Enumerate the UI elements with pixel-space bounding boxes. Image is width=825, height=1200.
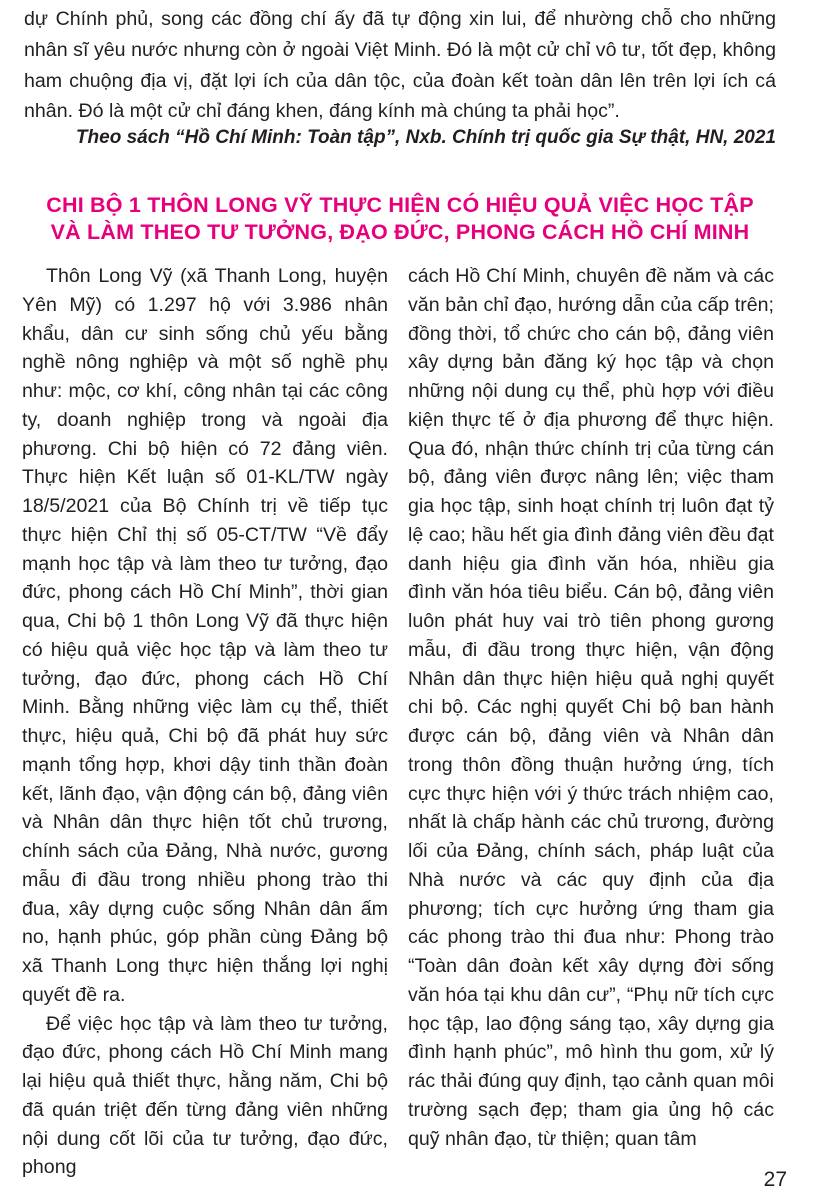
- headline-line-2: VÀ LÀM THEO TƯ TƯỞNG, ĐẠO ĐỨC, PHONG CÁCH HỒ CHÍ MINH: [50, 220, 750, 244]
- citation: Theo sách “Hồ Chí Minh: Toàn tập”, Nxb. Chính trị quốc gia Sự thật, HN, 2021: [75, 127, 776, 148]
- top-paragraph-text: dự Chính phủ, song các đồng chí ấy đã tự động xin lui, để nhường chỗ cho những nhân sĩ yêu nước nhưng còn ở ngoài Việt Minh. Đó là một cử chỉ vô tư, tốt đẹp, không ham chuộng địa vị, đặt lợi ích của dân tộc, của đoàn kết toàn dân lên trên lợi ích cá nhân. Đó là một cử chỉ đáng khen, đáng kính mà chúng ta phải học”.: [24, 8, 776, 123]
- article-paragraph: Để việc học tập và làm theo tư tưởng, đạo đức, phong cách Hồ Chí Minh mang lại hiệu quả thiết thực, hằng năm, Chi bộ đã quán triệt đến từng đảng viên những nội dung cốt lõi của tư tưởng, đạo đức, phong: [22, 1012, 388, 1179]
- top-paragraph: [24, 4, 776, 127]
- article-column-left: [22, 262, 388, 1182]
- article-column-right: [408, 262, 774, 1153]
- article-headline: [24, 192, 776, 246]
- page-number: 27: [763, 1168, 787, 1191]
- article-paragraph-continued: cách Hồ Chí Minh, chuyên đề năm và các văn bản chỉ đạo, hướng dẫn của cấp trên; đồng thời, tổ chức cho cán bộ, đảng viên xây dựng bản đăng ký học tập và chọn những nội dung cụ thể, phù hợp với điều kiện thực tế ở địa phương để thực hiện. Qua đó, nhận thức chính trị của từng cán bộ, đảng viên được nâng lên; việc tham gia học tập, sinh hoạt chính trị luôn đạt tỷ lệ cao; hầu hết gia đình đảng viên đều đạt danh hiệu gia đình văn hóa, nhiều gia đình văn hóa tiêu biểu. Cán bộ, đảng viên luôn phát huy vai trò tiên phong gương mẫu, đi đầu trong thực hiện, vận động Nhân dân thực hiện hiệu quả nghị quyết chi bộ. Các nghị quyết Chi bộ ban hành được cán bộ, đảng viên và Nhân dân trong thôn đồng thuận hưởng ứng, tích cực thực hiện với ý thức trách nhiệm cao, nhất là chấp hành các chủ trương, đường lối của Đảng, chính sách, pháp luật của Nhà nước và các quy định của địa phương; tích cực hưởng ứng tham gia các phong trào thi đua như: Phong trào “Toàn dân đoàn kết xây dựng đời sống văn hóa tại khu dân cư”, “Phụ nữ tích cực học tập, lao động sáng tạo, xây dựng gia đình hạnh phúc”, mô hình thu gom, xử lý rác thải đúng quy định, tạo cảnh quan môi trường sạch đẹp; tham gia ủng hộ các quỹ nhân đạo, từ thiện; quan tâm: [408, 265, 774, 1150]
- headline-line-1: CHI BỘ 1 THÔN LONG VỸ THỰC HIỆN CÓ HIỆU QUẢ VIỆC HỌC TẬP: [46, 193, 754, 217]
- article-paragraph: Thôn Long Vỹ (xã Thanh Long, huyện Yên Mỹ) có 1.297 hộ với 3.986 nhân khẩu, dân cư sinh sống chủ yếu bằng nghề nông nghiệp và một số nghề phụ như: mộc, cơ khí, công nhân tại các công ty, doanh nghiệp trong và ngoài địa phương. Chi bộ hiện có 72 đảng viên. Thực hiện Kết luận số 01-KL/TW ngày 18/5/2021 của Bộ Chính trị về tiếp tục thực hiện Chỉ thị số 05-CT/TW “Về đẩy mạnh học tập và làm theo tư tưởng, đạo đức, phong cách Hồ Chí Minh”, thời gian qua, Chi bộ 1 thôn Long Vỹ đã thực hiện có hiệu quả việc học tập và làm theo tư tưởng, đạo đức, phong cách Hồ Chí Minh. Bằng những việc làm cụ thể, thiết thực, hiệu quả, Chi bộ đã phát huy sức mạnh tổng hợp, khơi dậy tinh thần đoàn kết, lãnh đạo, vận động cán bộ, đảng viên và Nhân dân thực hiện tốt chủ trương, chính sách của Đảng, Nhà nước, gương mẫu đi đầu trong nhiều phong trào thi đua, xây dựng cuộc sống Nhân dân ấm no, hạnh phúc, góp phần cùng Đảng bộ xã Thanh Long thực hiện thắng lợi nghị quyết đề ra.: [22, 265, 388, 1006]
